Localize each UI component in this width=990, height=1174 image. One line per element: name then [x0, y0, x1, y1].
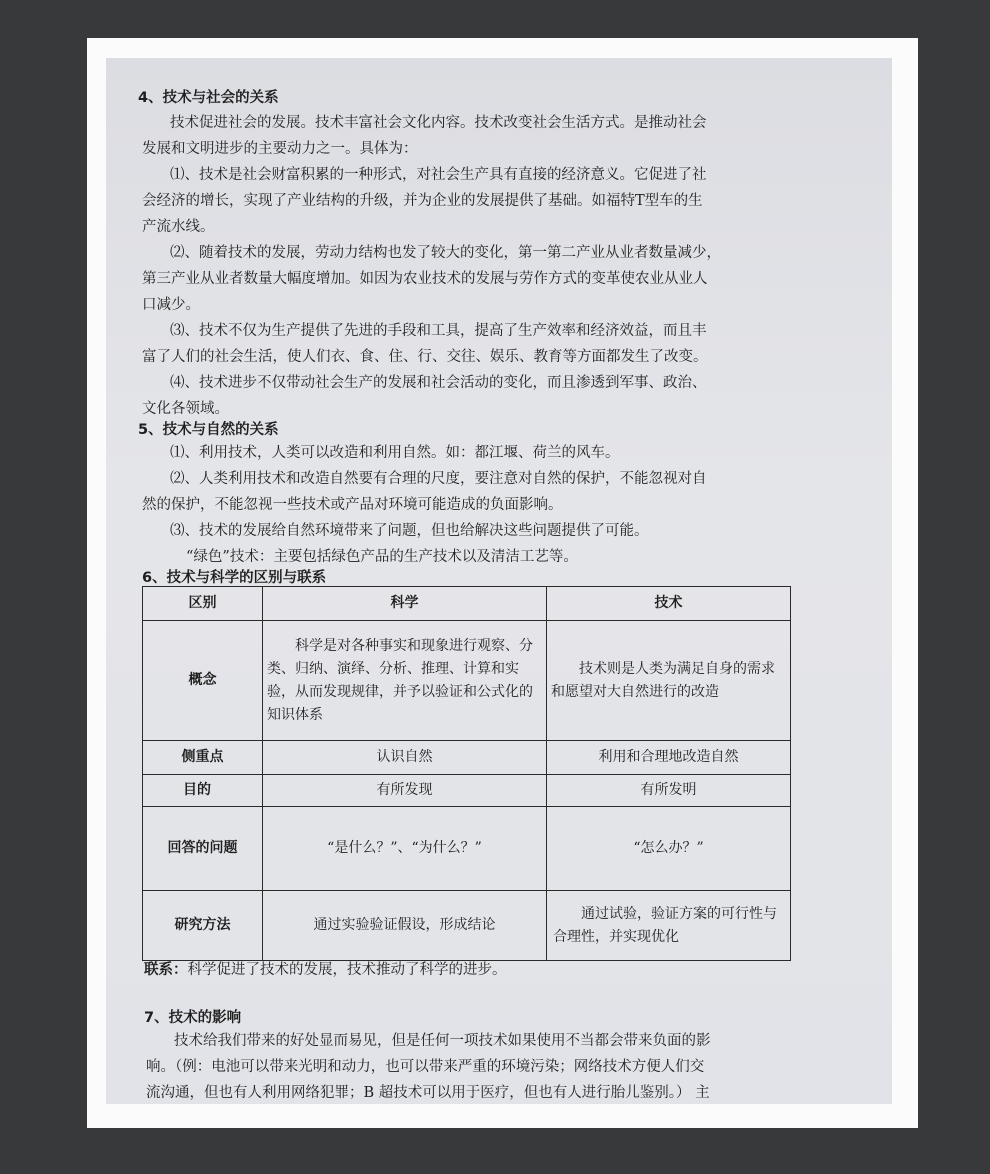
science-cell: 科学是对各种事实和现象进行观察、分类、归纳、演绎、分析、推理、计算和实验，从而发现规律，并予以验证和公式化的知识体系 [263, 621, 547, 741]
row-label: 目的 [143, 775, 263, 807]
text-line: ⑵、随着技术的发展，劳动力结构也发了较大的变化，第一第二产业从业者数量减少， [170, 245, 721, 261]
section-7-heading: 7、技术的影响 [144, 1010, 242, 1026]
text-line: ⑶、技术的发展给自然环境带来了问题，但也给解决这些问题提供了可能。 [170, 523, 649, 539]
technology-cell: 技术则是人类为满足自身的需求和愿望对大自然进行的改造 [547, 621, 791, 741]
science-cell: “是什么？”、“为什么？” [263, 807, 547, 891]
comparison-table [142, 586, 791, 961]
text-line: ⑴、利用技术，人类可以改造和利用自然。如：都江堰、荷兰的风车。 [170, 445, 620, 461]
row-label: 回答的问题 [143, 807, 263, 891]
technology-cell: 有所发明 [547, 775, 791, 807]
text-line: 会经济的增长，实现了产业结构的升级，并为企业的发展提供了基础。如福特T型车的生 [142, 193, 703, 209]
text-line: 发展和文明进步的主要动力之一。具体为： [142, 141, 418, 157]
section-6-heading: 6、技术与科学的区别与联系 [142, 570, 327, 586]
row-label: 研究方法 [143, 891, 263, 961]
table-header-row [143, 587, 791, 621]
section-7-body [146, 1028, 711, 1104]
section-4-body [142, 110, 721, 422]
table-row [143, 807, 791, 891]
text-line: 流沟通，但也有人利用网络犯罪；B 超技术可以用于医疗，但也有人进行胎儿鉴别。） 主 [146, 1085, 710, 1101]
text-line: 口减少。 [142, 297, 200, 313]
science-technology-link [144, 958, 507, 979]
row-label: 侧重点 [143, 741, 263, 775]
text-line: 文化各领域。 [142, 401, 229, 417]
text-line: ⑶、技术不仅为生产提供了先进的手段和工具，提高了生产效率和经济效益，而且丰 [170, 323, 707, 339]
text-line: ⑴、技术是社会财富积累的一种形式，对社会生产具有直接的经济意义。它促进了社 [170, 167, 707, 183]
text-line: 技术给我们带来的好处显而易见，但是任何一项技术如果使用不当都会带来负面的影 [174, 1033, 711, 1049]
table-row [143, 741, 791, 775]
table-row [143, 621, 791, 741]
header-cell-technology: 技术 [547, 587, 791, 621]
header-cell-science: 科学 [263, 587, 547, 621]
table-row [143, 891, 791, 961]
header-cell-category: 区别 [143, 587, 263, 621]
science-cell: 通过实验验证假设，形成结论 [263, 891, 547, 961]
text-line: ⑵、人类利用技术和改造自然要有合理的尺度，要注意对自然的保护，不能忽视对自 [170, 471, 707, 487]
technology-cell: 通过试验，验证方案的可行性与合理性，并实现优化 [547, 891, 791, 961]
link-label: 联系： [144, 962, 188, 978]
section-5-heading: 5、技术与自然的关系 [138, 422, 279, 438]
section-5-body [142, 440, 707, 570]
text-line: 响。（例：电池可以带来光明和动力，也可以带来严重的环境污染；网络技术方便人们交 [146, 1059, 705, 1075]
technology-cell: “怎么办？” [547, 807, 791, 891]
science-cell: 有所发现 [263, 775, 547, 807]
document-page [106, 58, 892, 1104]
text-line: 第三产业从业者数量大幅度增加。如因为农业技术的发展与劳作方式的变革使农业从业人 [142, 271, 708, 287]
text-line: “绿色”技术：主要包括绿色产品的生产技术以及清洁工艺等。 [186, 549, 578, 565]
text-line: 产流水线。 [142, 219, 215, 235]
row-label: 概念 [143, 621, 263, 741]
text-line: 技术促进社会的发展。技术丰富社会文化内容。技术改变社会生活方式。是推动社会 [170, 115, 707, 131]
text-line: ⑷、技术进步不仅带动社会生产的发展和社会活动的变化，而且渗透到军事、政治、 [170, 375, 707, 391]
section-4-heading: 4、技术与社会的关系 [138, 90, 279, 106]
text-line: 然的保护，不能忽视一些技术或产品对环境可能造成的负面影响。 [142, 497, 563, 513]
link-text: 科学促进了技术的发展，技术推动了科学的进步。 [187, 962, 507, 978]
text-line: 富了人们的社会生活，使人们衣、食、住、行、交往、娱乐、教育等方面都发生了改变。 [142, 349, 708, 365]
science-cell: 认识自然 [263, 741, 547, 775]
table-row [143, 775, 791, 807]
technology-cell: 利用和合理地改造自然 [547, 741, 791, 775]
